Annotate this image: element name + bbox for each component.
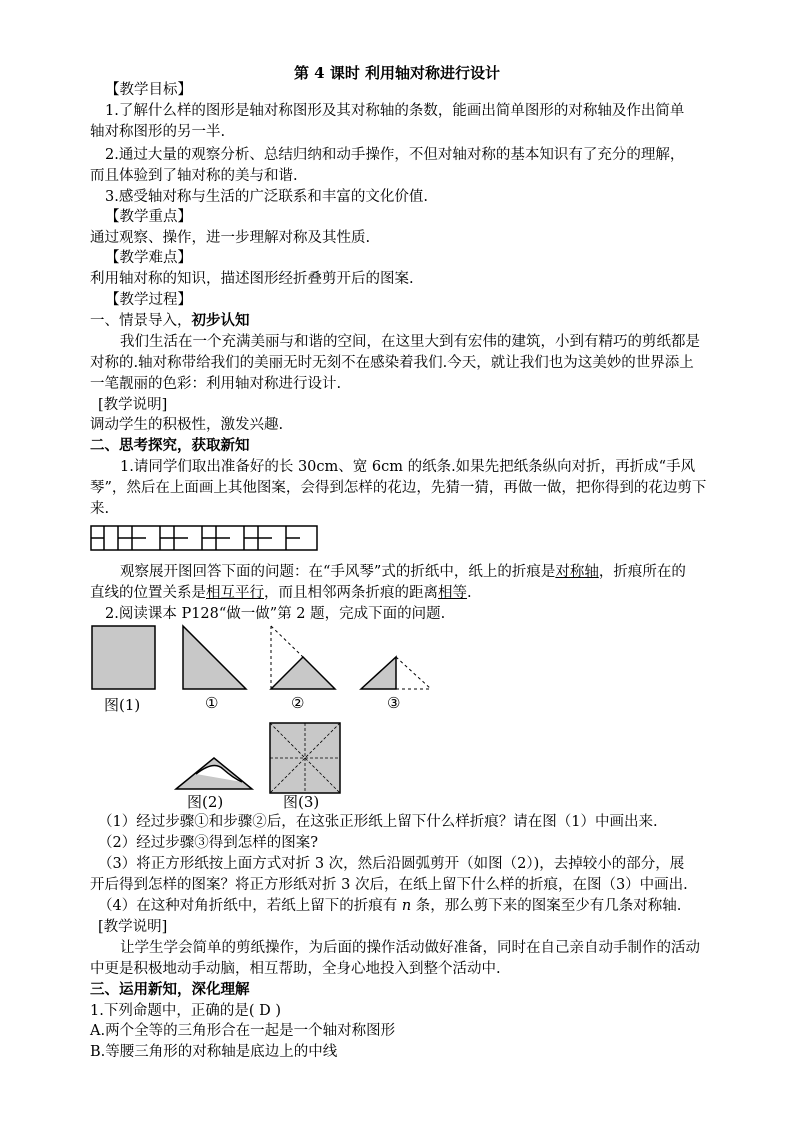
heading-process: 【教学过程】 (105, 292, 192, 308)
difficulty-text: 利用轴对称的知识，描述图形经折叠剪开后的图案. (90, 271, 414, 287)
para-1: 我们生活在一个充满美丽与和谐的空间，在这里大到有宏伟的建筑，小到有精巧的剪纸都是 (120, 334, 700, 350)
folding-steps-figure (88, 624, 448, 800)
para-1-cont2: 一笔靓丽的色彩：利用轴对称进行设计. (90, 376, 342, 392)
para-1-cont: 对称的.轴对称带给我们的美丽无时无刻不在感染着我们.今天，就让我们也为这美妙的世界添上 (90, 355, 694, 371)
goal-3: 3.感受轴对称与生活的广泛联系和丰富的文化价值. (105, 189, 428, 205)
cut-figure (176, 758, 252, 789)
note-1-label: [教学说明] (98, 397, 168, 413)
goal-1-cont: 轴对称图形的另一半. (90, 124, 226, 140)
q1-cont2: 来. (90, 501, 110, 517)
observe-text: 观察展开图回答下面的问题：在“手风琴”式的折纸中，纸上的折痕是对称轴，折痕所在的 (120, 564, 686, 580)
heading-key: 【教学重点】 (105, 209, 192, 225)
caption-step2: ② (291, 694, 305, 712)
caption-fig3: 图(3) (283, 793, 320, 811)
caption-fig1: 图(1) (104, 696, 141, 714)
section-3-heading: 三、运用新知，深化理解 (90, 981, 250, 998)
page-title: 第 4 课时 利用轴对称进行设计 (293, 64, 501, 82)
goal-2: 2.通过大量的观察分析、总结归纳和动手操作，不但对轴对称的基本知识有了充分的理解， (105, 147, 685, 163)
exercise-1-option-a: A.两个全等的三角形合在一起是一个轴对称图形 (90, 1023, 396, 1039)
fold-step-1 (183, 626, 246, 689)
crease-square (270, 723, 340, 793)
caption-step1: ① (205, 694, 219, 712)
observe-text-cont: 直线的位置关系是相互平行，而且相邻两条折痕的距离相等. (90, 585, 472, 601)
heading-goal: 【教学目标】 (105, 82, 192, 98)
sub-q3: （3）将正方形纸按上面方式对折 3 次，然后沿圆弧剪开（如图（2）)，去掉较小的部分，展 (98, 856, 685, 872)
note-1-text: 调动学生的积极性，激发兴趣. (90, 417, 284, 433)
sub-q2: （2）经过步骤③得到怎样的图案? (98, 835, 318, 851)
section-1-heading: 一、情景导入，初步认知 (90, 312, 250, 329)
square-paper (92, 626, 155, 689)
goal-2-cont: 而且体验到了轴对称的美与和谐. (90, 168, 298, 184)
note-2-text: 让学生学会简单的剪纸操作，为后面的操作活动做好准备，同时在自己亲自动手制作的活动 (120, 940, 700, 956)
caption-fig2: 图(2) (187, 793, 224, 811)
goal-1: 1.了解什么样的图形是轴对称图形及其对称轴的条数，能画出简单图形的对称轴及作出简单 (105, 103, 685, 119)
note-2-label: [教学说明] (98, 919, 168, 935)
fold-step-3 (361, 657, 431, 689)
exercise-1: 1.下列命题中，正确的是( D ) (90, 1003, 281, 1019)
q1-cont: 琴”，然后在上面画上其他图案，会得到怎样的花边，先猜一猜，再做一做，把你得到的花边剪下 (90, 480, 707, 496)
exercise-1-option-b: B.等腰三角形的对称轴是底边上的中线 (90, 1044, 338, 1060)
key-text: 通过观察、操作，进一步理解对称及其性质. (90, 230, 371, 246)
sub-q1: （1）经过步骤①和步骤②后，在这张正形纸上留下什么样折痕？请在图（1）中画出来. (98, 814, 658, 830)
note-2-text-cont: 中更是积极地动手动脑，相互帮助，全身心地投入到整个活动中. (90, 961, 501, 977)
caption-step3: ③ (387, 694, 401, 712)
section-2-heading: 二、思考探究，获取新知 (90, 437, 250, 454)
heading-difficulty: 【教学难点】 (105, 250, 192, 266)
q1: 1.请同学们取出准备好的长 30cm、宽 6cm 的纸条.如果先把纸条纵向对折，再折成“手风 (120, 459, 696, 475)
q2: 2.阅读课本 P128“做一做”第 2 题，完成下面的问题. (105, 606, 446, 622)
accordion-strip-figure (90, 524, 320, 552)
fold-step-2 (271, 626, 335, 689)
sub-q4: （4）在这种对角折纸中，若纸上留下的折痕有 n 条，那么剪下来的图案至少有几条对称轴. (98, 898, 682, 914)
sub-q3-cont: 开后得到怎样的图案？将正方形纸对折 3 次后，在纸上留下什么样的折痕，在图（3）中画出. (90, 877, 688, 893)
